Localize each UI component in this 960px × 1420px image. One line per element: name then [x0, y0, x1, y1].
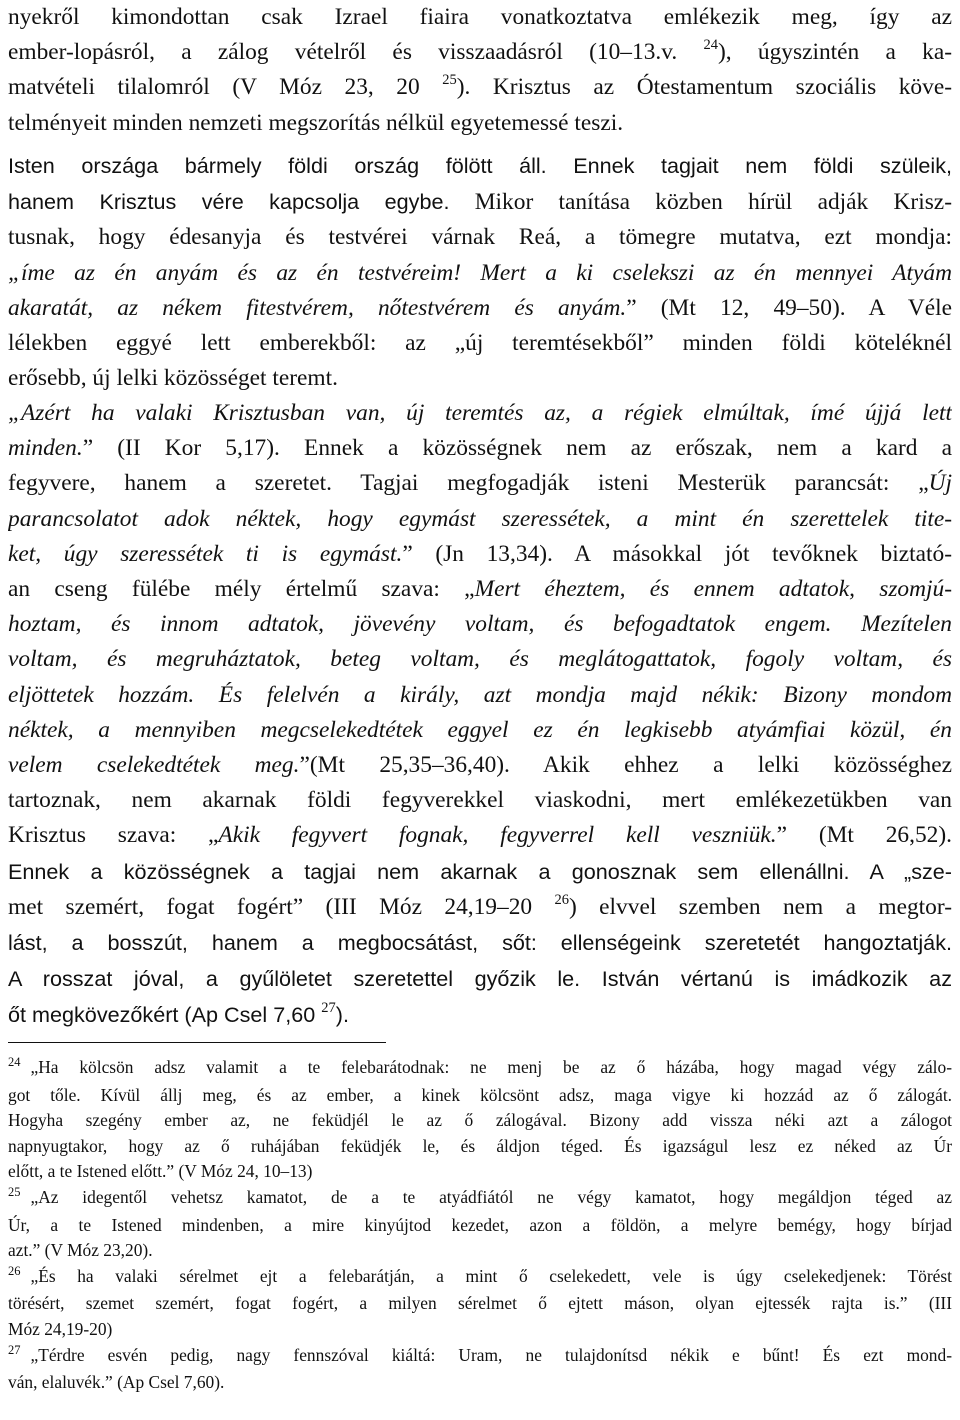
footnote-line — [8, 1291, 952, 1317]
text-line — [8, 466, 952, 501]
quote-run: hoztam, és innom adtatok, jövevény voltam, és befogadtatok engem. Mezítelen — [8, 611, 952, 638]
text-line — [8, 291, 952, 326]
text-line — [8, 0, 952, 35]
text-run: őt megkövezőkért (Ap Csel 7,60 — [8, 1002, 322, 1028]
footnote-number: 27 — [8, 1342, 21, 1357]
text-line — [8, 326, 952, 361]
footnote-number: 24 — [8, 1055, 21, 1070]
text-line — [8, 256, 952, 291]
footnote-text: előtt, a te Istened előtt.” (V Móz 24, 10–13) — [8, 1161, 313, 1182]
footnote-ref-25[interactable]: 25 — [442, 72, 457, 89]
quote-run: Mert a ki cselekszi az én mennyei Atyám — [461, 259, 952, 286]
quote-run: ket, úgy szeressétek ti is egymást. — [8, 540, 403, 567]
text-run: ” (II Kor 5,17). Ennek a közösségnek nem az erőszak, nem a kard a — [82, 435, 952, 462]
quote-run: minden. — [8, 435, 83, 462]
footnote-text: Hogyha szegény ember az, ne feküdjél le az ő zálogával. Bizony add vissza néki azt a zálogot — [8, 1110, 952, 1131]
footnote-line — [8, 1159, 952, 1185]
footnote-line — [8, 1055, 952, 1083]
quote-run: Mert éheztem, és ennem adtatok, szomjú- — [474, 576, 952, 603]
text-line — [8, 106, 952, 141]
text-line — [8, 148, 952, 184]
text-run: ember-lopásról, a zálog vételről és visszaadásról (10–13.v. — [8, 39, 704, 66]
quote-run: néktek, a mennyiben megcselekedtétek eggyel ez én legkisebb atyámfiai közül, én — [8, 716, 952, 743]
footnote-line — [8, 1108, 952, 1134]
text-run: ) elvvel szemben nem a megtor- — [568, 893, 952, 920]
text-line — [8, 396, 952, 431]
quote-run: parancsolatot adok néktek, hogy egymást szeressétek, a mint én szerettelek tite- — [8, 505, 952, 532]
text-run: Mikor tanítása közben hírül adják Krisz- — [449, 189, 952, 216]
text-line — [8, 818, 952, 853]
text-run: telményeit minden nemzeti megszorítás nélkül egyetemessé teszi. — [8, 109, 624, 136]
text-line — [8, 748, 952, 783]
text-line — [8, 678, 952, 713]
footnote-ref-27[interactable]: 27 — [321, 1000, 336, 1017]
text-line — [8, 184, 952, 220]
footnote-number: 26 — [8, 1263, 21, 1278]
text-run: A rosszat jóval, a gyűlöletet szeretettel győzik le. István vértanú is imádkozik az — [8, 966, 952, 992]
text-run: ” (Mt 12, 49–50). A Véle — [626, 294, 952, 321]
footnote-line — [8, 1264, 952, 1292]
footnote-text: ván, elaluvék.” (Ap Csel 7,60). — [8, 1372, 225, 1393]
quote-run: eljöttetek hozzám. És felelvén a király, azt mondja majd nékik: Bizony mondom — [8, 681, 952, 708]
text-line — [8, 854, 952, 890]
footnote-line — [8, 1185, 952, 1213]
quote-run: akaratát, az nékem fitestvérem, nőtestvérem és anyám. — [8, 294, 627, 321]
text-line — [8, 925, 952, 961]
text-run: tusnak, hogy édesanyja és testvérei várnak Reá, a tömegre mutatva, ezt mondja: — [8, 224, 952, 251]
quote-run: velem cselekedtétek meg. — [8, 752, 300, 779]
text-run: met szemért, fogat fogért” (III Móz 24,19–20 — [8, 893, 555, 920]
text-line — [8, 70, 952, 105]
text-run: ” (Mt 26,52). — [776, 822, 952, 849]
text-line — [8, 220, 952, 255]
text-line — [8, 361, 952, 396]
paragraph-2 — [8, 148, 952, 396]
footnote-ref-24[interactable]: 24 — [703, 36, 719, 53]
footnote-text: „És ha valaki sérelmet ejt a felebarátján, a mint ő cselekedett, vele is úgy cselekedjenek: Törést — [30, 1265, 952, 1286]
text-run: Krisztus szava: „ — [8, 822, 219, 849]
text-line — [8, 607, 952, 642]
footnote-text: azt.” (V Móz 23,20). — [8, 1240, 153, 1261]
text-run: Isten országa bármely földi ország fölött áll. — [8, 153, 574, 178]
footnote-number: 25 — [8, 1185, 21, 1200]
text-run: Ennek tagjait nem földi szüleik, — [573, 153, 952, 178]
quote-run: voltam, és megruháztatok, beteg voltam, és meglátogattatok, fogoly voltam, és — [8, 646, 952, 673]
footnote-line — [8, 1213, 952, 1239]
footnotes — [8, 1055, 952, 1396]
text-line — [8, 502, 952, 537]
footnote-line — [8, 1083, 952, 1109]
footnote-25 — [8, 1185, 952, 1264]
text-run: ). — [335, 1002, 349, 1028]
text-run: Ennek a közösségnek a tagjai nem akarnak a gonosznak sem ellenállni. A „sze- — [8, 858, 952, 884]
footnote-line — [8, 1238, 952, 1264]
text-run: fegyvere, hanem a szeretet. Tagjai megfogadják isteni Mesterük parancsát: „ — [8, 470, 929, 497]
text-line — [8, 890, 952, 925]
text-run: nyekről kimondottan csak Izrael fiaira vonatkoztatva emlékezik meg, így az — [8, 4, 952, 30]
text-run: hanem Krisztus vére kapcsolja egybe. — [8, 189, 450, 215]
footnote-24 — [8, 1055, 952, 1185]
text-line — [8, 431, 952, 466]
footnote-text: got tőle. Kívül állj meg, és az ember, a kinek kölcsönt adsz, maga vigye ki hozzád az ő zálogát. — [8, 1084, 952, 1105]
footnote-line — [8, 1343, 952, 1371]
footnote-line — [8, 1134, 952, 1160]
text-line — [8, 997, 952, 1033]
text-line — [8, 35, 952, 70]
text-line — [8, 783, 952, 818]
paragraph-1 — [8, 0, 952, 141]
paragraph-3 — [8, 396, 952, 1034]
footnote-text: „Az idegentől vehetsz kamatot, de a te atyádfiától ne végy kamatot, hogy megáldjon téged az — [30, 1186, 952, 1207]
footnote-separator — [8, 1042, 386, 1043]
text-run: an cseng fülébe mély értelmű szava: „ — [8, 576, 475, 603]
text-run: ” (Jn 13,34). A másokkal jót tevőknek biztató- — [402, 540, 952, 567]
footnote-text: „Ha kölcsön adsz valamit a te felebarátodnak: ne menj be az ő házába, hogy magad végy zálo- — [30, 1057, 952, 1077]
text-run: ), úgyszintén a ka- — [718, 39, 952, 66]
footnote-ref-26[interactable]: 26 — [554, 891, 569, 908]
text-run: ”(Mt 25,35–36,40). Akik ehhez a lelki közösséghez — [299, 752, 952, 779]
footnote-text: törésért, szemet szemért, fogat fogért, a milyen sérelmet ő ejtett máson, olyan ejtessék rajta is.” (III — [8, 1293, 952, 1314]
quote-run: „íme az én anyám és az én testvéreim! — [8, 259, 462, 286]
footnote-line — [8, 1317, 952, 1343]
text-run: erősebb, új lelki közösséget teremt. — [8, 365, 338, 392]
footnote-text: napnyugtakor, hogy az ő ruhájában feküdjék le, és áldjon téged. És igazságul lesz ez néked az Úr — [8, 1135, 952, 1156]
text-line — [8, 537, 952, 572]
quote-run: Új — [928, 470, 952, 497]
footnote-26 — [8, 1264, 952, 1343]
quote-run: „Azért ha valaki Krisztusban van, új teremtés az, a régiek elmúltak, ímé újjá lett — [8, 400, 952, 426]
text-run: tartoznak, nem akarnak földi fegyverekkel viaskodni, mert emlékezetükben van — [8, 787, 952, 814]
text-line — [8, 713, 952, 748]
text-line — [8, 572, 952, 607]
text-line — [8, 642, 952, 677]
text-run: ). Krisztus az Ótestamentum szociális köve- — [456, 74, 952, 101]
quote-run: Akik fegyvert fognak, fegyverrel kell veszniük. — [218, 822, 777, 849]
footnote-text: Móz 24,19-20) — [8, 1318, 113, 1339]
footnote-line — [8, 1370, 952, 1396]
text-run: lást, a bosszút, hanem a megbocsátást, sőt: ellenségeink szeretetét hangoztatják. — [8, 930, 952, 956]
text-run: matvételi tilalomról (V Móz 23, 20 — [8, 74, 443, 101]
footnote-text: Úr, a te Istened mindenben, a mire kinyújtod kezedet, azon a földön, a melyre bemégy, hogy bírjad — [8, 1214, 952, 1235]
footnote-27 — [8, 1343, 952, 1396]
text-run: lélekben eggyé lett emberekből: az „új teremtésekből” minden földi köteléknél — [8, 330, 952, 357]
footnote-text: „Térdre esvén pedig, nagy fennszóval kiáltá: Uram, ne tulajdonítsd nékik e bűnt! És ezt mond- — [30, 1344, 952, 1365]
text-line — [8, 961, 952, 997]
